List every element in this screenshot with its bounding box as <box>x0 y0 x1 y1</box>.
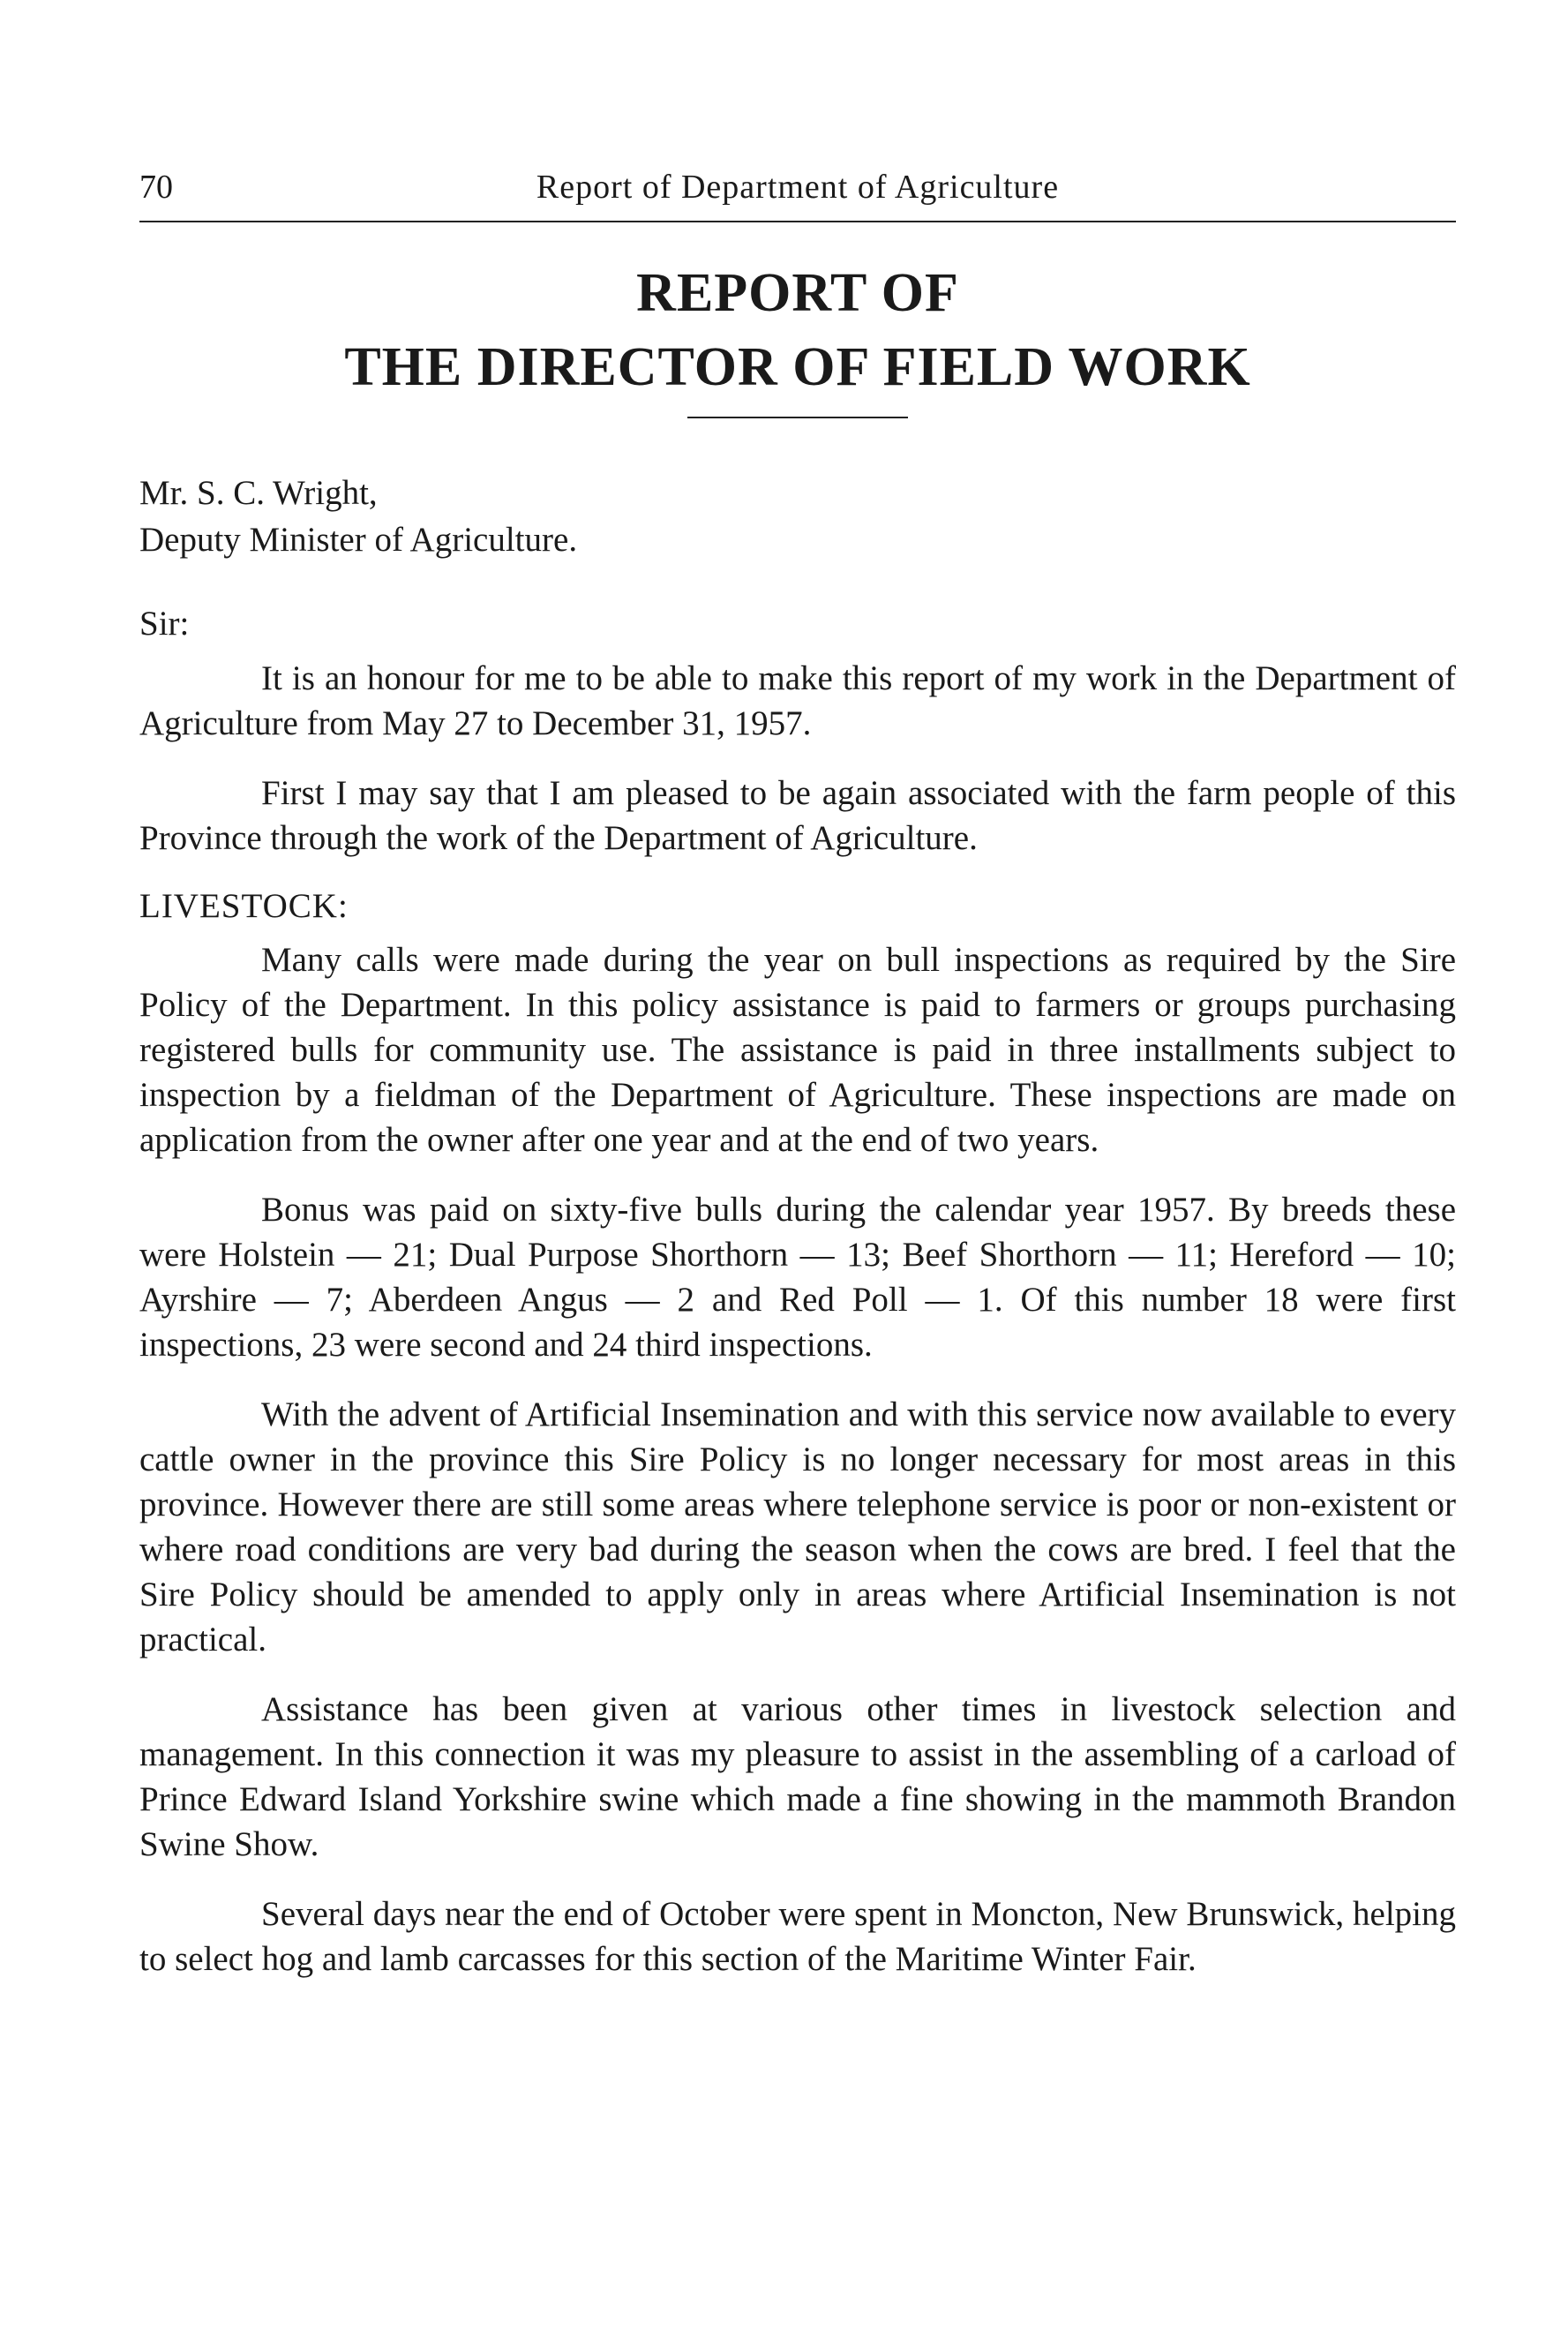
section-paragraph: Assistance has been given at various other times in livestock selection and management. In this connection it was my pleasure to assist in the assembling of a carload of Prince Edward Island Yorkshire swine which made a fine showing in the mammoth Brandon Swine Show. <box>139 1690 1456 1863</box>
addressee-position: Deputy Minister of Agriculture. <box>139 521 578 559</box>
addressee-name: Mr. S. C. Wright, <box>139 474 378 512</box>
running-header <box>139 168 1456 222</box>
page-number: 70 <box>139 169 173 206</box>
document-page <box>139 168 1456 1982</box>
title-divider <box>687 417 908 418</box>
section-paragraph: Bonus was paid on sixty-five bulls during the calendar year 1957. By breeds these were Holstein — 21; Dual Purpose Shorthorn — 13; Beef Shorthorn — 11; Hereford — 10; Ayrshire — 7; Aberdeen Angus — 2 and Red Poll — 1. Of this number 18 were first inspections, 23 were second and 24 third inspections. <box>139 1191 1456 1364</box>
section-paragraph: Many calls were made during the year on bull inspections as required by the Sire Policy of the Department. In this policy assistance is paid to farmers or groups purchasing registered bulls for community use. The assistance is paid in three installments subject to inspection by a fieldman of the Department of Agriculture. These inspections are made on application from the owner after one year and at the end of two years. <box>139 941 1456 1159</box>
section-heading-livestock: LIVESTOCK: <box>139 887 349 925</box>
salutation: Sir: <box>139 605 190 643</box>
section-paragraph: Several days near the end of October were spent in Moncton, New Brunswick, helping to select hog and lamb carcasses for this section of the Maritime Winter Fair. <box>139 1895 1456 1978</box>
addressee-block <box>139 470 1456 563</box>
title-line-1: REPORT OF <box>636 263 959 323</box>
intro-paragraph: First I may say that I am pleased to be again associated with the farm people of this Province through the work of the Department of Agriculture. <box>139 774 1456 857</box>
running-title: Report of Department of Agriculture <box>536 169 1060 206</box>
intro-paragraph: It is an honour for me to be able to make this report of my work in the Department of Agriculture from May 27 to December 31, 1957. <box>139 659 1456 742</box>
title-line-2: THE DIRECTOR OF FIELD WORK <box>344 337 1251 397</box>
section-paragraph: With the advent of Artificial Insemination and with this service now available to every cattle owner in the province this Sire Policy is no longer necessary for most areas in this province. However there are still some areas where telephone service is poor or non-existent or where road conditions are very bad during the season when the cows are bred. I feel that the Sire Policy should be amended to apply only in areas where Artificial Insemination is not practical. <box>139 1395 1456 1658</box>
report-title <box>139 256 1456 418</box>
